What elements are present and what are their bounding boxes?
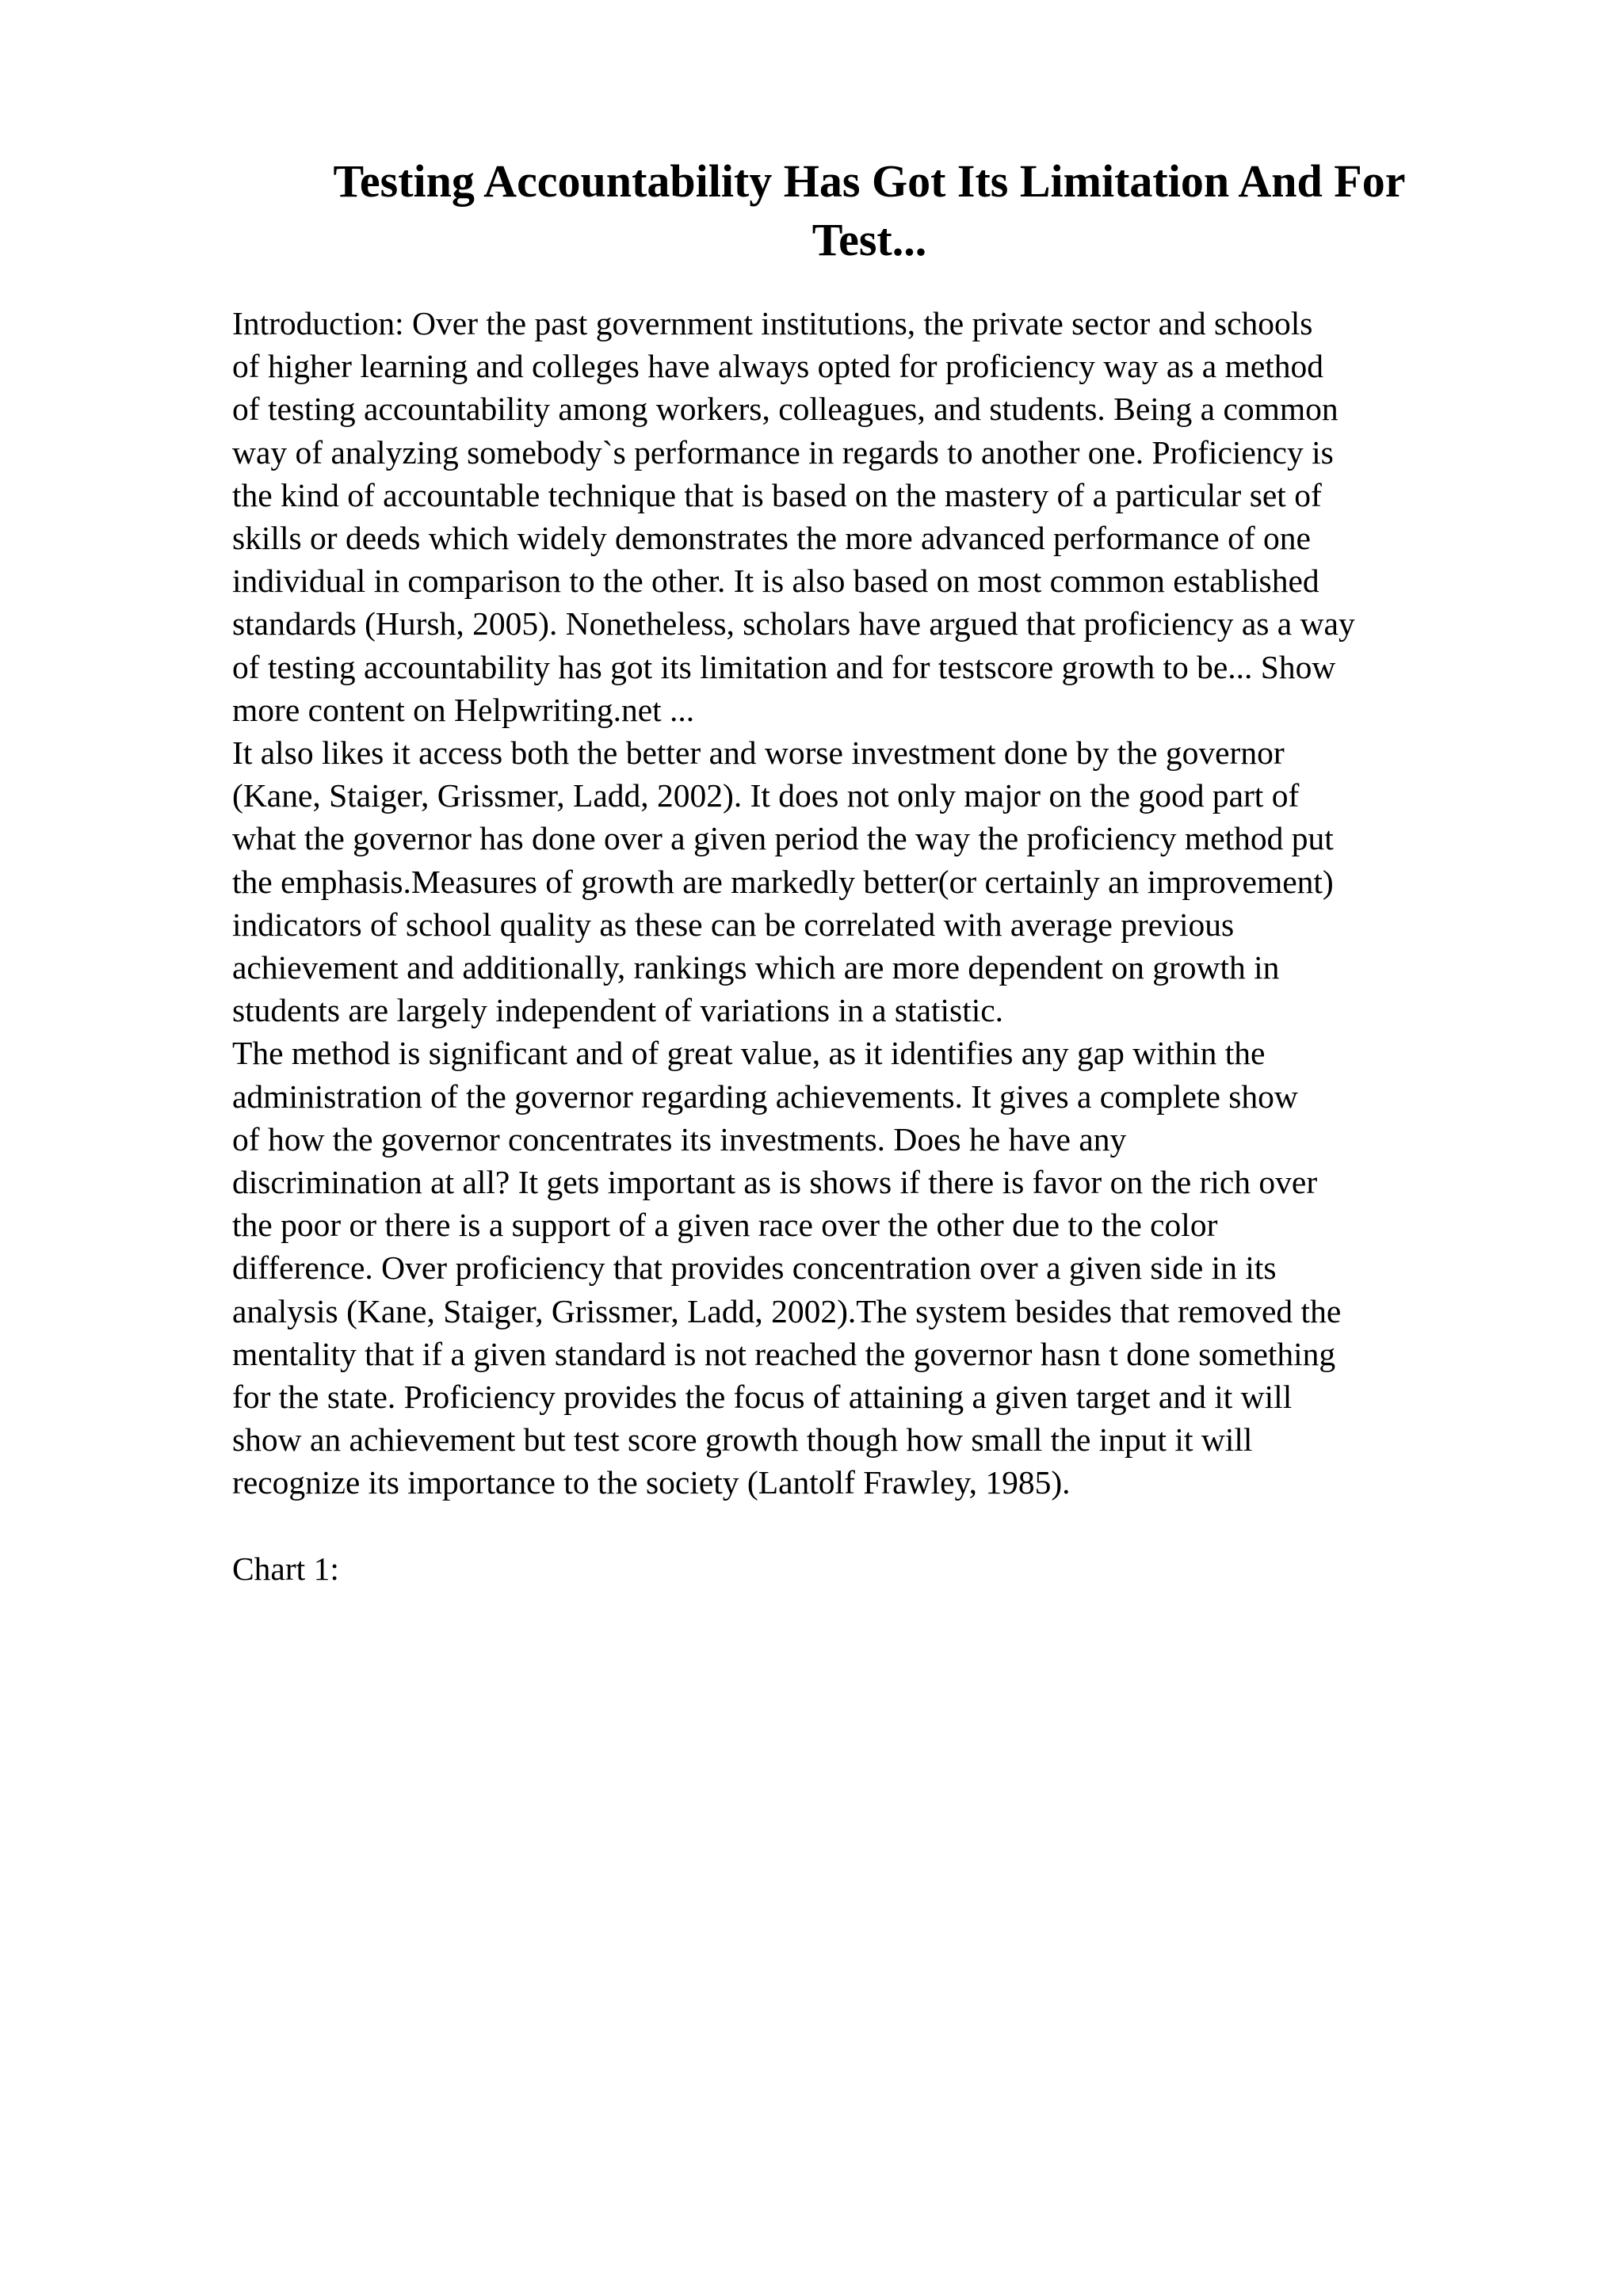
text-line: recognize its importance to the society (Lantolf Frawley, 1985). (232, 1464, 1071, 1501)
text-line: administration of the governor regarding achievements. It gives a complete show (232, 1077, 1298, 1115)
text-line: mentality that if a given standard is not reached the governor hasn t done something (232, 1335, 1336, 1372)
paragraph-growth-measures (232, 731, 1500, 1032)
paragraph-introduction (232, 302, 1500, 731)
text-line: for the state. Proficiency provides the focus of attaining a given target and it will (232, 1379, 1293, 1416)
text-line: It also likes it access both the better and worse investment done by the governor (232, 734, 1285, 772)
document-body (232, 302, 1500, 1590)
document-title (232, 152, 1507, 269)
text-line: students are largely independent of variations in a statistic. (232, 992, 1004, 1029)
text-line: standards (Hursh, 2005). Nonetheless, scholars have argued that proficiency as a way (232, 605, 1355, 643)
text-line: of how the governor concentrates its investments. Does he have any (232, 1120, 1127, 1158)
text-line: show an achievement but test score growth though how small the input it will (232, 1421, 1253, 1459)
text-line: Introduction: Over the past government institutions, the private sector and schools (232, 305, 1313, 341)
text-line: more content on Helpwriting.net ... (232, 691, 695, 728)
title-line: Testing Accountability Has Got Its Limitation And For (333, 155, 1406, 207)
text-line: discrimination at all? It gets important as is shows if there is favor on the rich over (232, 1164, 1318, 1201)
text-line: of testing accountability has got its limitation and for testscore growth to be... Show (232, 648, 1336, 685)
text-line: The method is significant and of great value, as it identifies any gap within the (232, 1035, 1266, 1072)
paragraph-spacer (232, 1505, 1500, 1547)
text-line: what the governor has done over a given period the way the proficiency method put (232, 820, 1334, 857)
text-line: the poor or there is a support of a given race over the other due to the color (232, 1207, 1218, 1244)
text-line: the emphasis.Measures of growth are markedly better(or certainly an improvement) (232, 863, 1334, 900)
chart-label: Chart 1: (232, 1550, 339, 1587)
text-line: (Kane, Staiger, Grissmer, Ladd, 2002). It does not only major on the good part of (232, 777, 1300, 814)
text-line: achievement and additionally, rankings which are more dependent on growth in (232, 949, 1280, 986)
text-line: difference. Over proficiency that provides concentration over a given side in its (232, 1249, 1277, 1287)
text-line: skills or deeds which widely demonstrates the more advanced performance of one (232, 520, 1311, 557)
paragraph-method-value (232, 1032, 1500, 1504)
text-line: of higher learning and colleges have always opted for proficiency way as a method (232, 348, 1324, 385)
title-line: Test... (812, 214, 927, 265)
text-line: the kind of accountable technique that is based on the mastery of a particular set of (232, 476, 1322, 513)
text-line: way of analyzing somebody`s performance in regards to another one. Proficiency is (232, 433, 1334, 471)
text-line: of testing accountability among workers, colleagues, and students. Being a common (232, 391, 1338, 428)
text-line: analysis (Kane, Staiger, Grissmer, Ladd, 2002).The system besides that removed the (232, 1292, 1342, 1329)
text-line: individual in comparison to the other. It is also based on most common established (232, 563, 1319, 600)
text-line: indicators of school quality as these can be correlated with average previous (232, 906, 1235, 943)
